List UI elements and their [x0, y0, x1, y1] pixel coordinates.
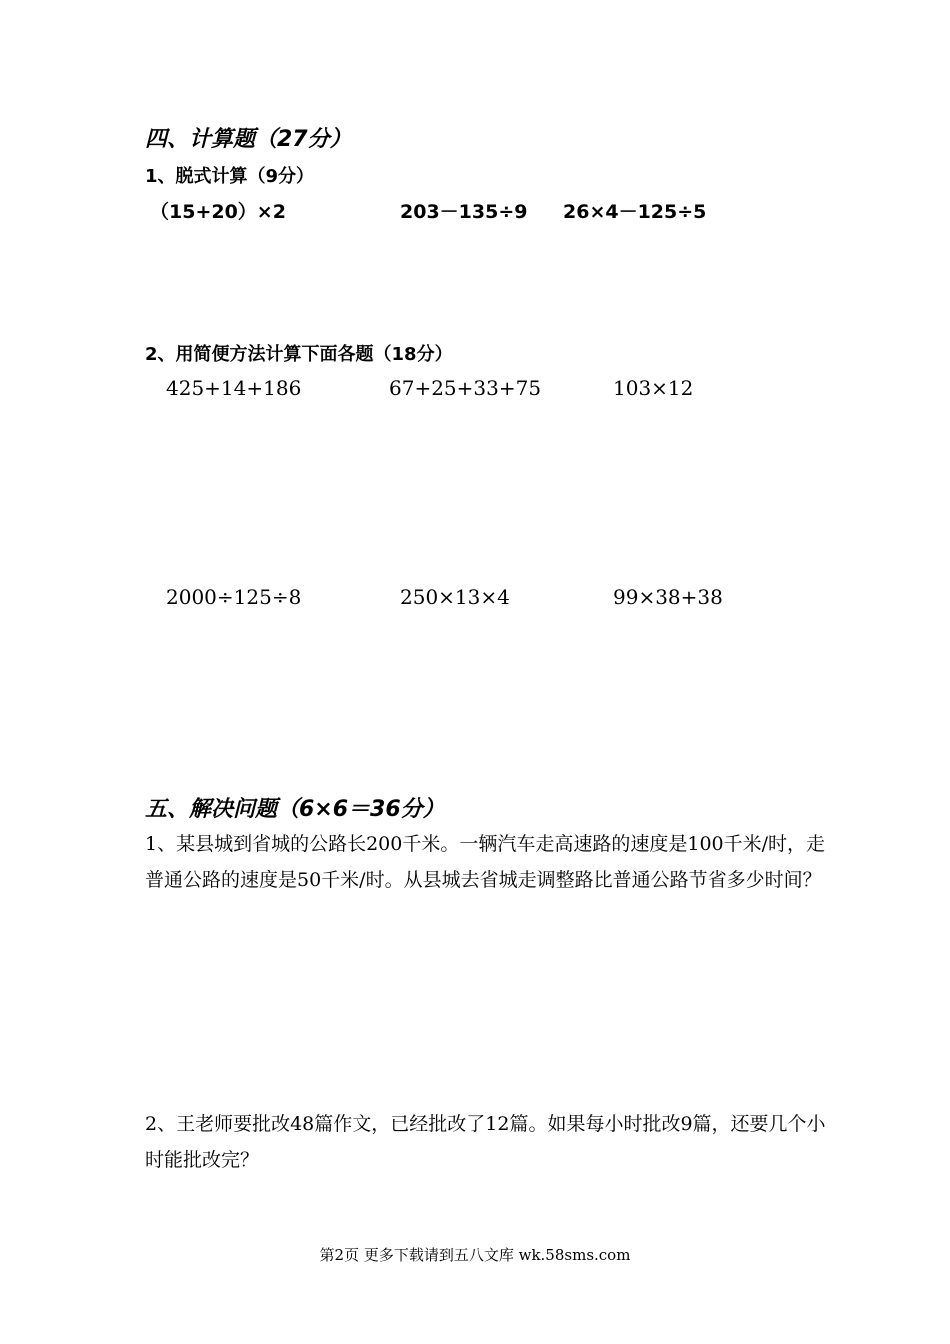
simplify-expr-2: 67+25+33+75	[389, 376, 542, 400]
part2-title: 2、用简便方法计算下面各题（18分）	[145, 344, 453, 365]
calc-expr-1: （15+20）×2	[150, 201, 286, 223]
simplify-expr-4: 2000÷125÷8	[166, 585, 302, 609]
problem-1: 1、某县城到省城的公路长200千米。一辆汽车走高速路的速度是100千米/时，走普通公路的速度是50千米/时。从县城去省城走调整路比普通公路节省多少时间？	[145, 833, 826, 891]
section5-title: 五、解决问题（6×6＝36分）	[145, 797, 445, 822]
simplify-expr-6: 99×38+38	[613, 585, 723, 609]
section4-title: 四、计算题（27分）	[145, 127, 352, 152]
problem-2: 2、王老师要批改48篇作文，已经批改了12篇。如果每小时批改9篇，还要几个小时能批改完？	[145, 1113, 826, 1171]
calc-expr-3: 26×4－125÷5	[563, 201, 707, 223]
page-footer: 第2页 更多下载请到五八文库 wk.58sms.com	[319, 1246, 631, 1264]
simplify-expr-1: 425+14+186	[166, 376, 302, 400]
calc-expr-2: 203－135÷9	[400, 201, 528, 223]
simplify-expr-5: 250×13×4	[400, 585, 510, 609]
part1-title: 1、脱式计算（9分）	[145, 166, 315, 187]
simplify-expr-3: 103×12	[613, 376, 694, 400]
